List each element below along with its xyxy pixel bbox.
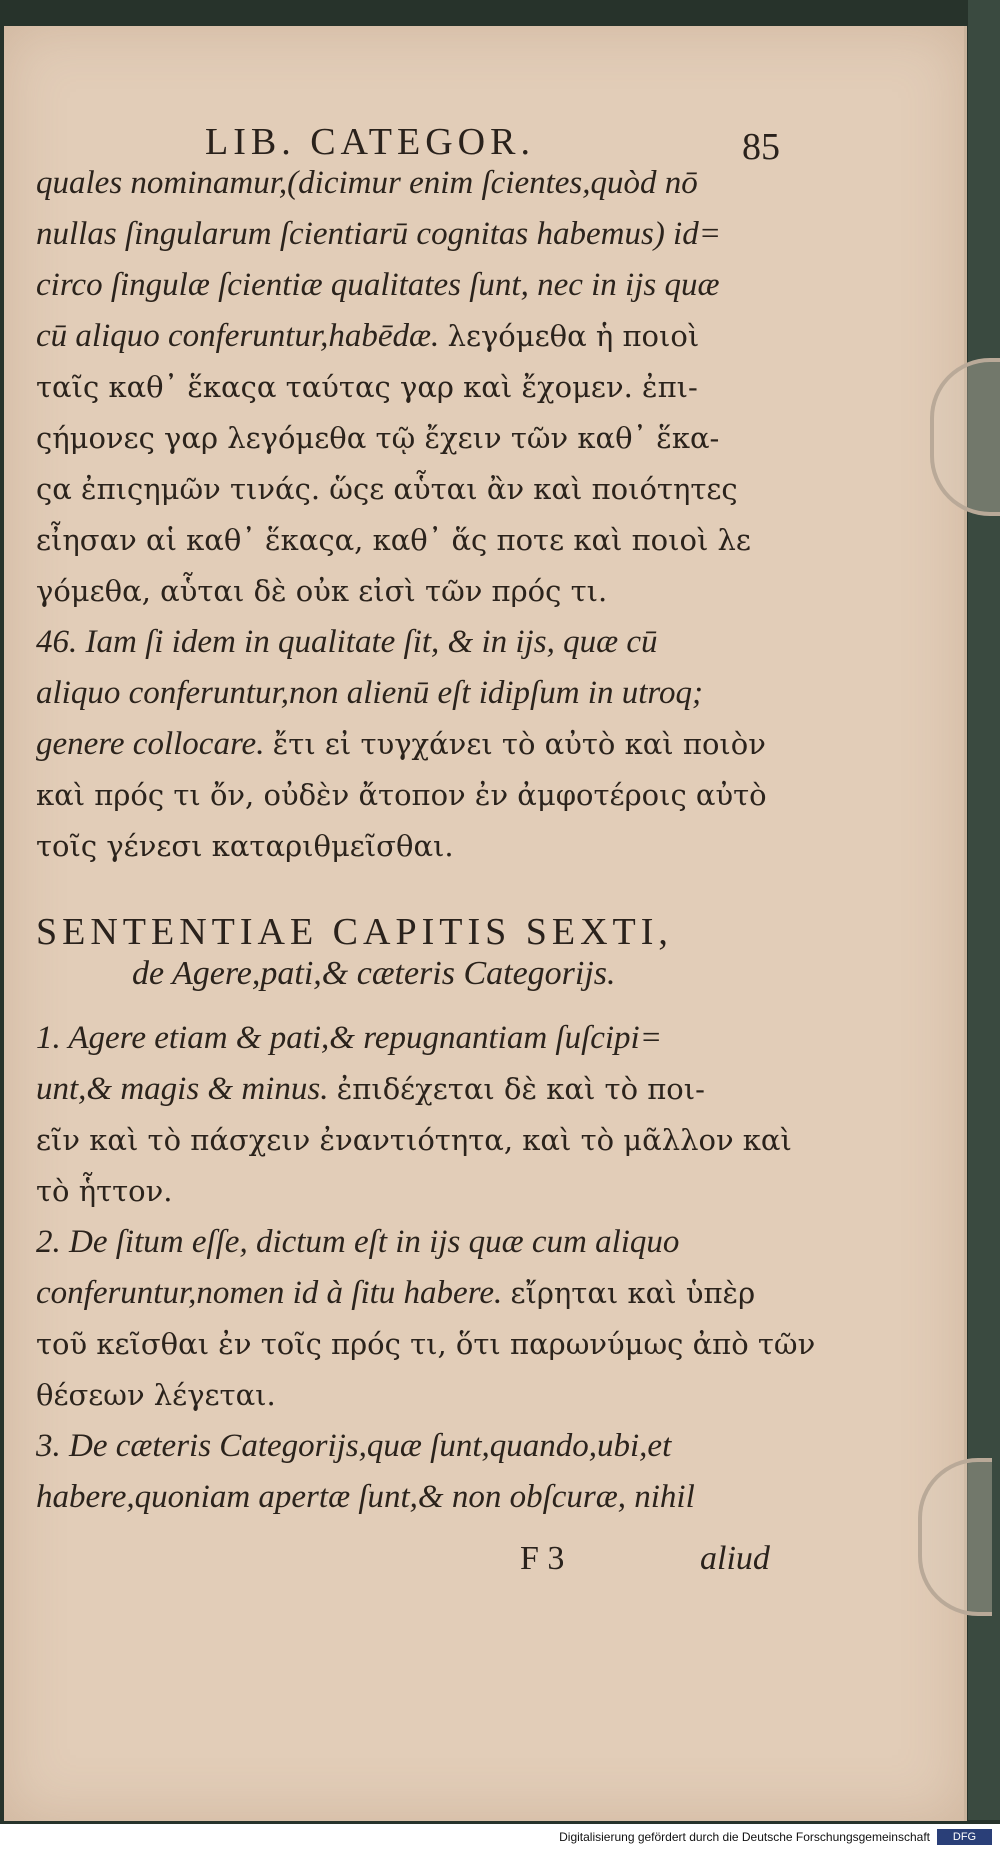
latin-text: quales nominamur,(dicimur enim ſcientes,quòd nō [36,165,698,201]
text-line [36,1275,755,1312]
text-line [36,369,698,406]
greek-text: τοῦ κεῖσθαι ἐν τοῖς πρός τι, ὅτι παρωνύμως ἀπὸ τῶν [36,1327,816,1361]
latin-text: genere collocare. [36,726,265,762]
greek-text: ςα ἐπιςημῶν τινάς. ὥςε αὗται ἂν καὶ ποιότητες [36,472,738,506]
text-line [36,318,699,355]
greek-text: γόμεθα, αὗται δὲ οὐκ εἰσὶ τῶν πρός τι. [36,574,608,608]
greek-text: εῖν καὶ τὸ πάσχειν ἐναντιότητα, καὶ τὸ μᾶλλον καὶ [36,1123,792,1157]
section-subheading: de Agere,pati,& cæteris Categorijs. [132,955,616,992]
greek-text: τὸ ἧττον. [36,1174,173,1208]
footer-credit: Digitalisierung gefördert durch die Deutsche Forschungsgemeinschaft [559,1830,930,1844]
text-line [36,1122,792,1159]
greek-text: εἶησαν αἱ καθ᾽ ἕκαςα, καθ᾽ ἅς ποτε καὶ ποιοὶ λε [36,523,751,557]
text-line [36,1428,671,1465]
text-line [36,675,703,712]
text-line [36,1377,276,1414]
signature-mark: F 3 [520,1540,565,1577]
greek-text: καὶ πρός τι ὄν, οὐδὲν ἄτοπον ἐν ἀμφοτέροις αὐτὸ [36,778,767,812]
text-line [36,1479,695,1516]
section-heading: SENTENTIAE CAPITIS SEXTI, [36,911,673,953]
text-line [36,1173,173,1210]
text-line [36,1020,662,1057]
greek-text: θέσεων λέγεται. [36,1378,276,1412]
text-line [36,165,698,202]
greek-text: ἔτι εἰ τυγχάνει τὸ αὐτὸ καὶ ποιὸν [272,727,766,761]
latin-text: 2. De ſitum eſſe, dictum eſt in ijs quæ cum aliquo [36,1224,680,1260]
text-line [36,216,721,253]
text-line [36,573,607,610]
latin-text: unt,& magis & minus. [36,1071,329,1107]
text-line [36,726,766,763]
text-line [36,828,454,865]
latin-text: aliquo conferuntur,non alienū eſt idipſum in utroq; [36,675,703,711]
latin-text: habere,quoniam apertæ ſunt,& non obſcuræ, nihil [36,1479,695,1515]
catchword: aliud [700,1540,770,1577]
greek-text: ταῖς καθ᾽ ἕκαςα ταύτας γαρ καὶ ἔχομεν. ἐπι- [36,370,698,404]
text-line [36,1071,705,1108]
latin-text: 46. Iam ſi idem in qualitate ſit, & in ijs, quæ cū [36,624,658,660]
greek-text: εἴρηται καὶ ὑπὲρ [510,1276,756,1310]
dfg-logo: DFG [937,1829,992,1845]
text-line [36,420,719,457]
text-line [36,471,738,508]
digitization-footer [0,1824,1000,1852]
text-line [36,1326,815,1363]
latin-text: 3. De cæteris Categorijs,quæ ſunt,quando,ubi,et [36,1428,672,1464]
greek-text: ςήμονες γαρ λεγόμεθα τῷ ἔχειν τῶν καθ᾽ ἕκα- [36,421,720,455]
running-head: LIB. CATEGOR. [205,121,535,163]
text-line [36,624,657,661]
greek-text: ἐπιδέχεται δὲ καὶ τὸ ποι- [336,1072,705,1106]
text-line [36,1224,679,1261]
latin-text: 1. Agere etiam & pati,& repugnantiam ſuſcipi= [36,1020,662,1056]
text-line [36,522,751,559]
latin-text: circo ſingulæ ſcientiæ qualitates ſunt, nec in ijs quæ [36,267,720,303]
text-line [36,267,719,304]
latin-text: nullas ſingularum ſcientiarū cognitas habemus) id= [36,216,721,252]
page-number: 85 [742,126,780,168]
latin-text: conferuntur,nomen id à ſitu habere. [36,1275,503,1311]
greek-text: λεγόμεθα ἡ ποιοὶ [447,319,700,353]
latin-text: cū aliquo conferuntur,habēdæ. [36,318,440,354]
greek-text: τοῖς γένεσι καταριθμεῖσθαι. [36,829,454,863]
text-line [36,777,767,814]
